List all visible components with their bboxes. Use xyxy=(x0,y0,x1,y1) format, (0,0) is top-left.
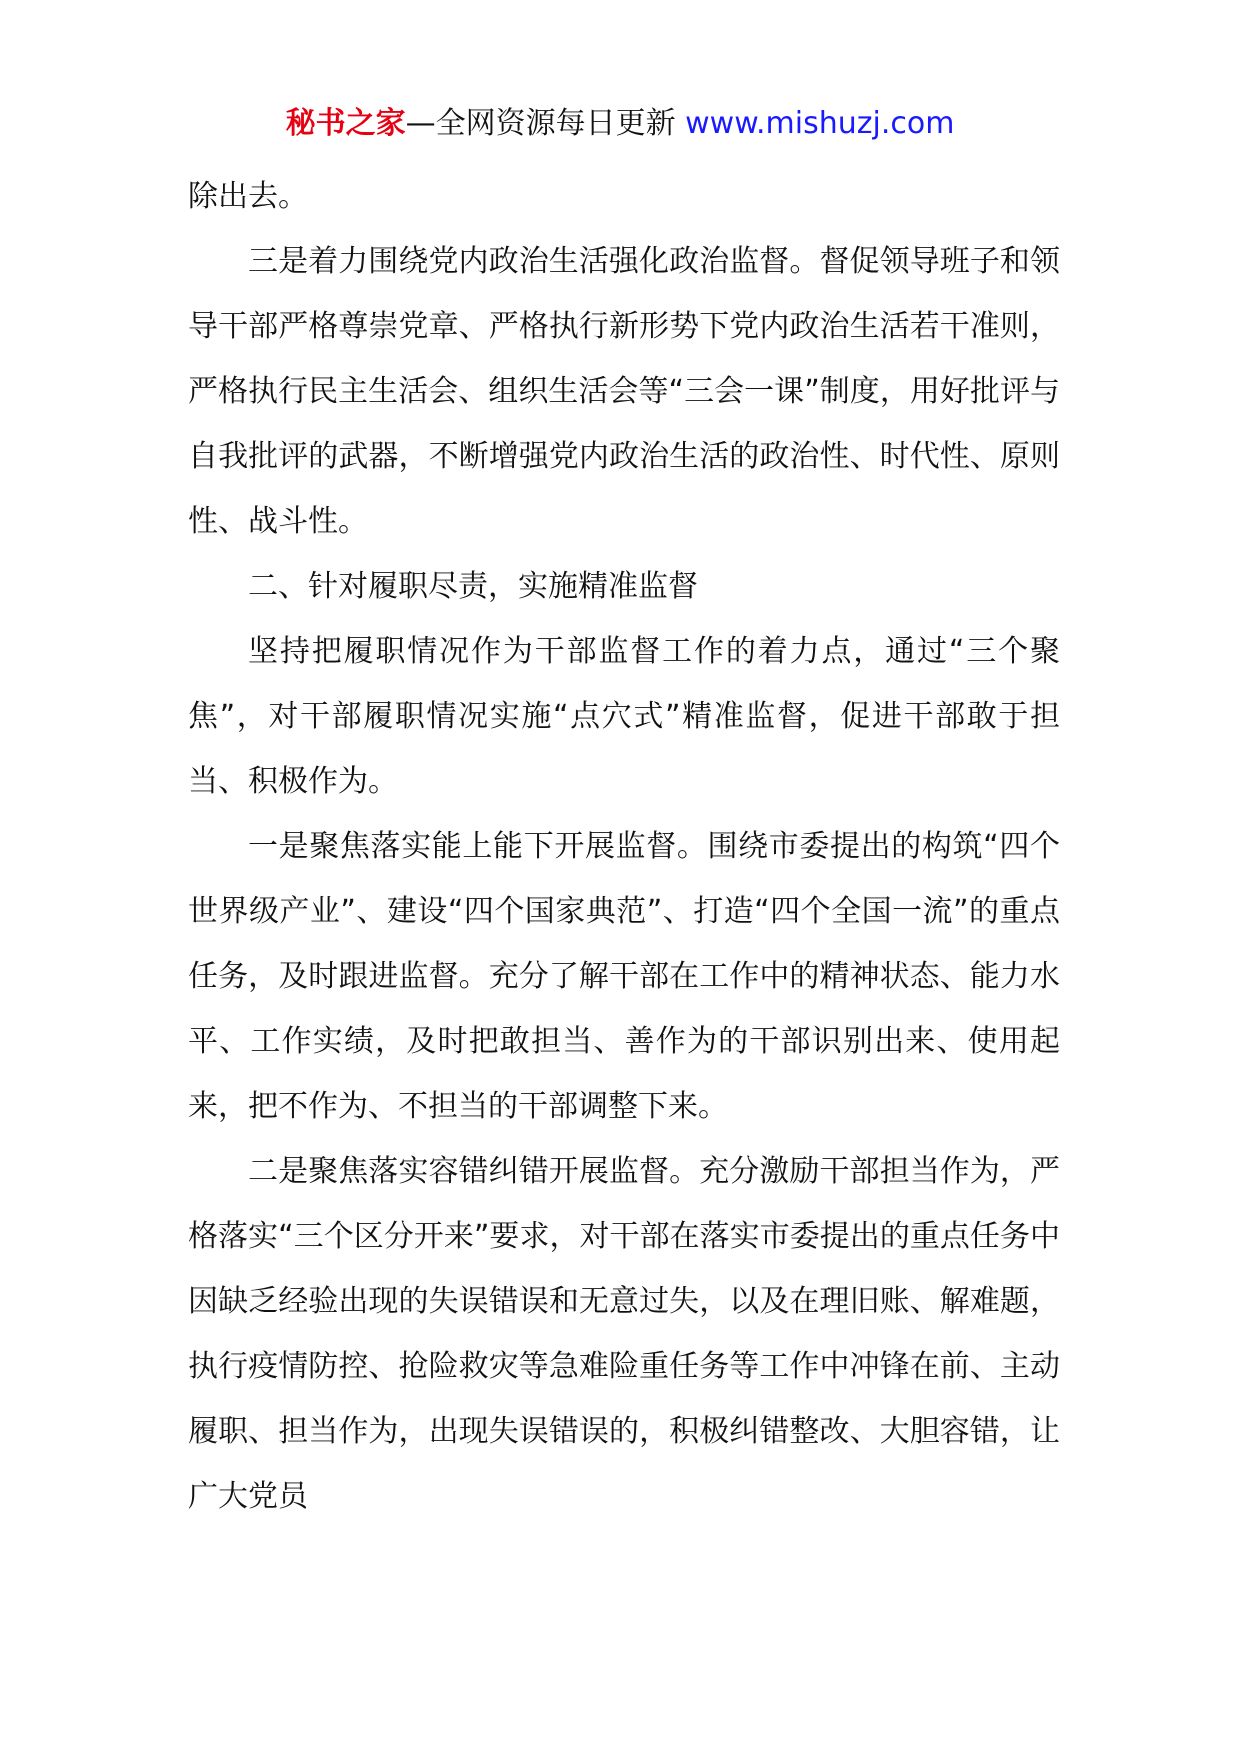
paragraph-point-one: 一是聚焦落实能上能下开展监督。围绕市委提出的构筑“四个世界级产业”、建设“四个国家典范”、打造“四个全国一流”的重点任务，及时跟进监督。充分了解干部在工作中的精神状态、能力水平、工作实绩，及时把敢担当、善作为的干部识别出来、使用起来，把不作为、不担当的干部调整下来。 xyxy=(188,829,1060,1124)
paragraph-continuation: 除出去。 xyxy=(188,179,308,214)
section-heading: 二、针对履职尽责，实施精准监督 xyxy=(248,569,698,604)
paragraph-section-intro: 坚持把履职情况作为干部监督工作的着力点，通过“三个聚焦”，对干部履职情况实施“点穴式”精准监督，促进干部敢于担当、积极作为。 xyxy=(188,634,1060,799)
document-body xyxy=(188,164,1060,1529)
page-header xyxy=(0,104,1240,144)
paragraph-political-life: 三是着力围绕党内政治生活强化政治监督。督促领导班子和领导干部严格尊崇党章、严格执行新形势下党内政治生活若干准则，严格执行民主生活会、组织生活会等“三会一课”制度，用好批评与自我批评的武器，不断增强党内政治生活的政治性、时代性、原则性、战斗性。 xyxy=(188,244,1060,539)
website-link[interactable]: www.mishuzj.com xyxy=(685,106,955,141)
header-slogan: —全网资源每日更新 xyxy=(405,106,676,141)
brand-name: 秘书之家 xyxy=(285,106,406,141)
paragraph-point-two: 二是聚焦落实容错纠错开展监督。充分激励干部担当作为，严格落实“三个区分开来”要求，对干部在落实市委提出的重点任务中因缺乏经验出现的失误错误和无意过失，以及在理旧账、解难题，执行疫情防控、抢险救灾等急难险重任务等工作中冲锋在前、主动履职、担当作为，出现失误错误的，积极纠错整改、大胆容错，让广大党员 xyxy=(188,1154,1060,1514)
